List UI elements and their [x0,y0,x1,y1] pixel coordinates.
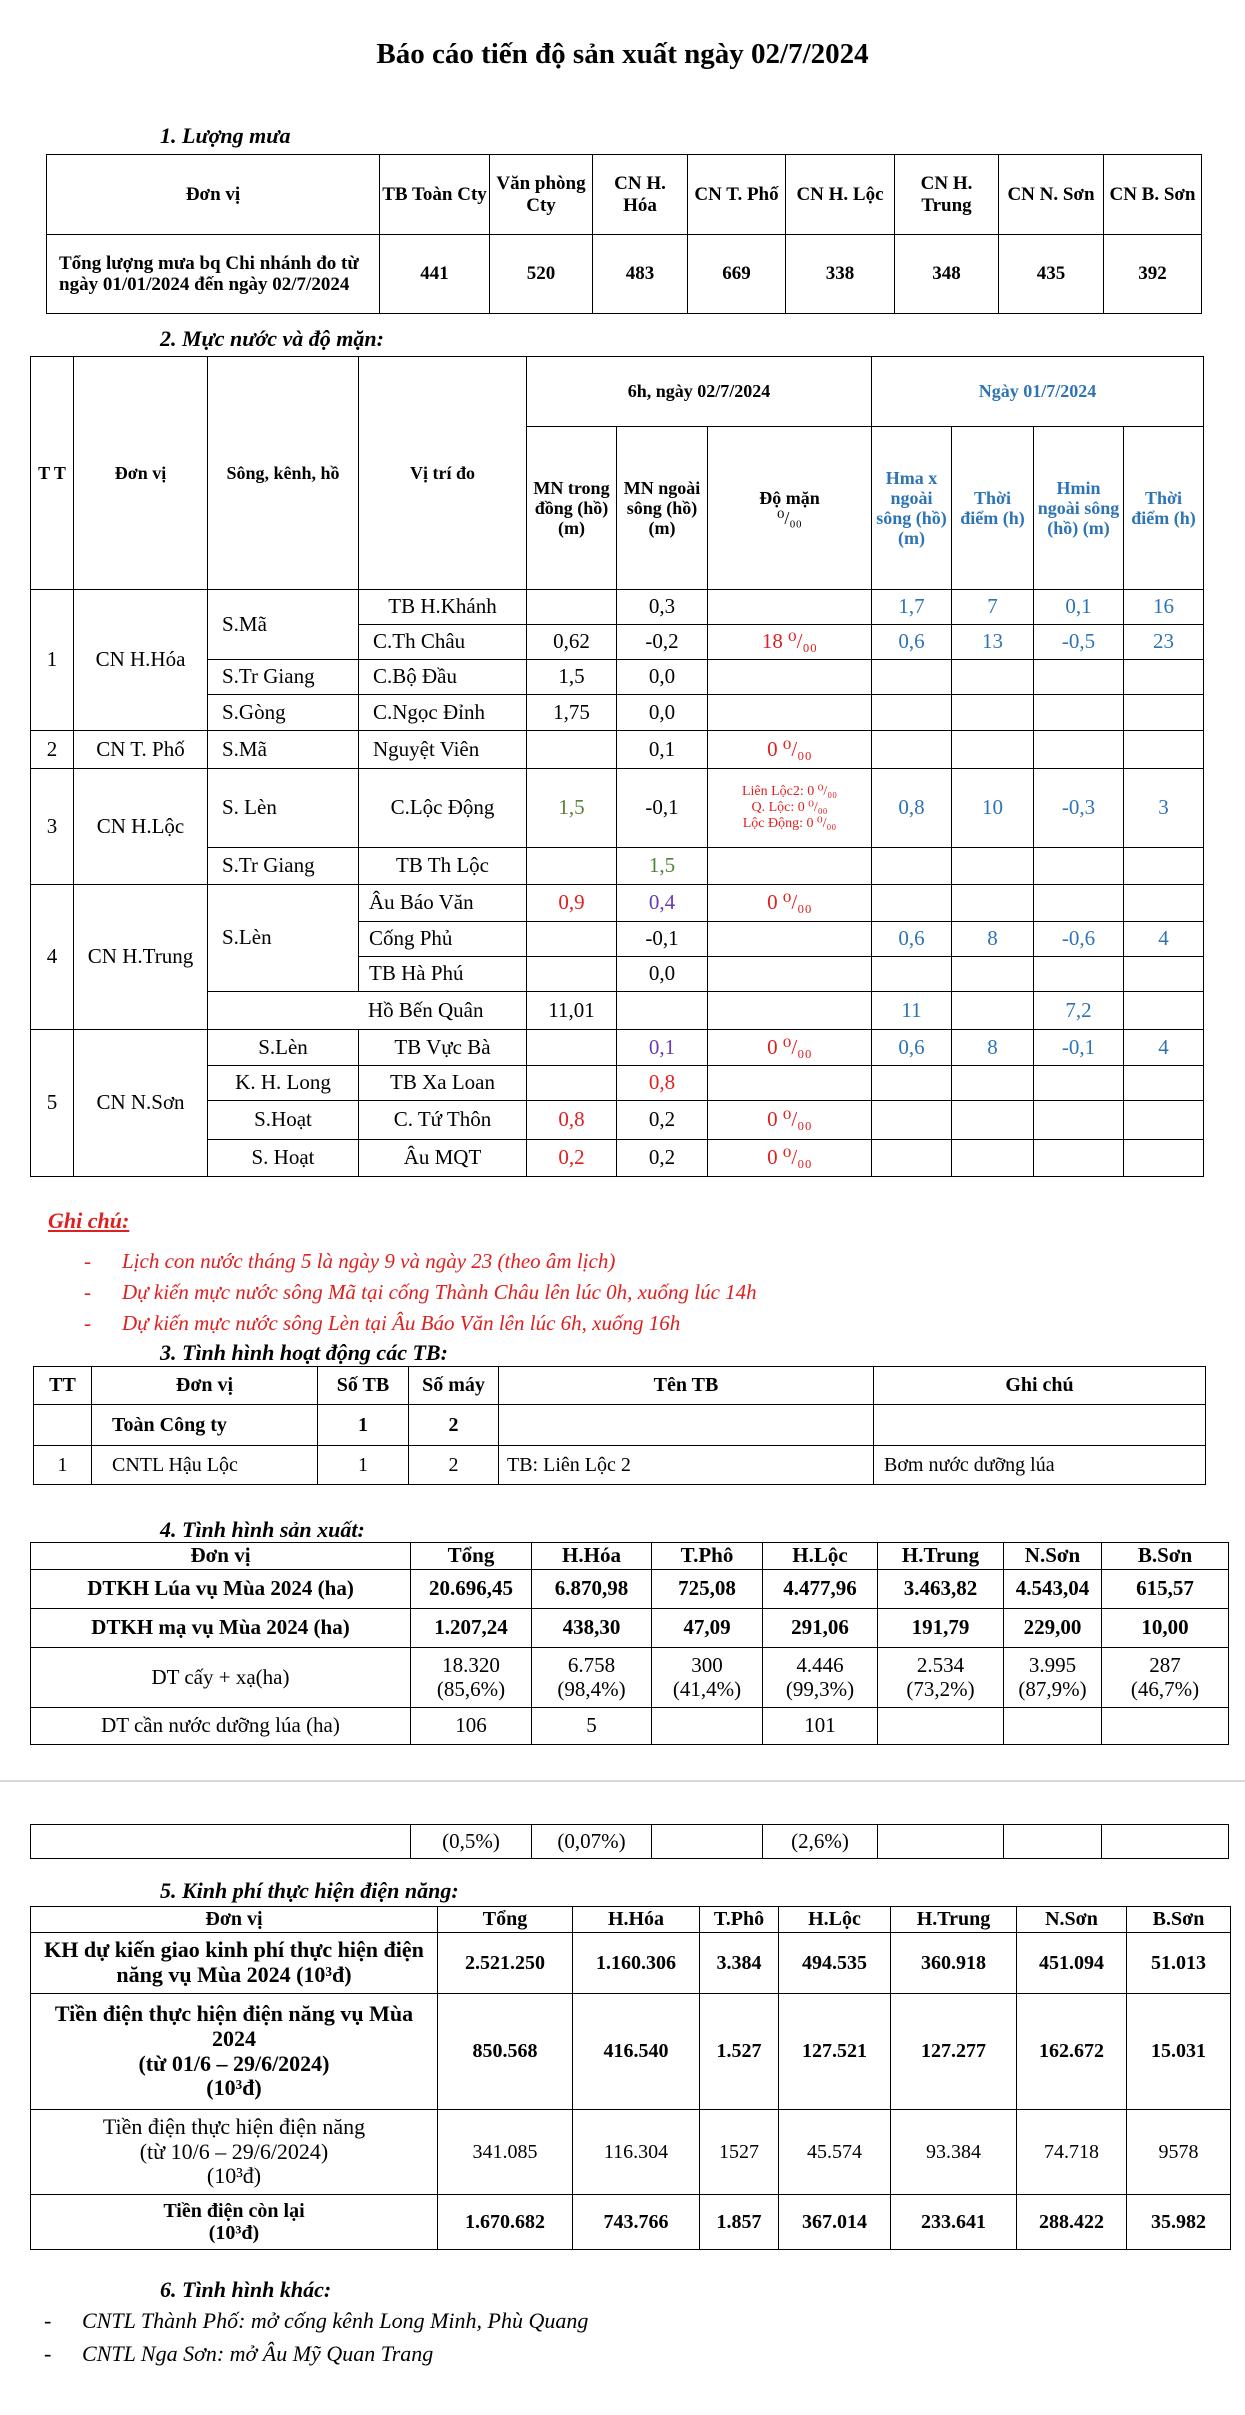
col-thoi-diem-2: Thời điểm (h) [1124,427,1204,590]
elec-cell: 51.013 [1127,1933,1231,1994]
table-row [31,1570,1229,1609]
elec-header: Tổng [438,1907,573,1933]
table-row [31,1933,1231,1994]
prod-percent: (41,4%) [672,1676,742,1701]
mn-trong-cell: 0,62 [527,625,617,660]
elec-cell: 288.422 [1017,2195,1127,2250]
do-man-line: Lộc Động: 0 ⁰/₀₀ [742,815,837,831]
table-row [31,1648,1229,1708]
elec-cell [31,2195,438,2250]
elec-header: H.Hóa [573,1907,700,1933]
prod-header: T.Phô [652,1543,763,1570]
tt-cell: 2 [31,731,74,769]
mn-ngoai-cell: 0,3 [617,590,708,625]
hmin-cell: 7,2 [1034,992,1124,1030]
mn-ngoai-cell: -0,2 [617,625,708,660]
vitri-cell: Hồ Bến Quân [208,992,527,1030]
rain-header: CN B. Sơn [1104,155,1202,235]
rainfall-value-row [47,235,1202,314]
prod-percent: (87,9%) [1018,1676,1087,1701]
pump-header: TT [34,1367,92,1405]
other-bullet: - [44,2308,52,2333]
do-man-line: Liên Lộc2: 0 ⁰/₀₀ [741,784,838,800]
electricity-table [30,1906,1231,2250]
elec-header: N.Sơn [1017,1907,1127,1933]
hmin-cell: -0,3 [1034,769,1124,848]
prod-cell: 1.207,24 [411,1609,532,1648]
hmin-cell: -0,6 [1034,922,1124,957]
elec-cell: 3.384 [700,1933,779,1994]
mn-ngoai-cell: 0,2 [617,1101,708,1140]
mn-trong-cell [527,590,617,625]
rain-value: 441 [380,235,490,314]
mn-ngoai-cell: 0,8 [617,1066,708,1101]
elec-label-line: Tiền điện còn lại [163,2199,305,2222]
prod-cell: 20.696,45 [411,1570,532,1609]
note-item: Dự kiến mực nước sông Mã tại cống Thành Châu lên lúc 0h, xuống lúc 14h [122,1280,757,1304]
elec-cell: 74.718 [1017,2110,1127,2195]
do-man-cell [708,590,872,625]
prod-cell [652,1708,763,1745]
col-song: Sông, kênh, hồ [208,357,359,590]
elec-label-line: (10³đ) [206,2163,262,2189]
elec-cell: 233.641 [891,2195,1017,2250]
hmin-cell: -0,5 [1034,625,1124,660]
pump-cell: CNTL Hậu Lộc [92,1446,318,1485]
other-item: CNTL Thành Phố: mở cống kênh Long Minh, Phù Quang [82,2308,589,2333]
thoi-diem-cell: 8 [952,1030,1034,1066]
prod-header: Đơn vị [31,1543,411,1570]
pump-header: Số TB [318,1367,409,1405]
table-row [34,1446,1206,1485]
prod-value: 4.446 [796,1652,844,1677]
do-man-cell: 0 ⁰/₀₀ [708,1101,872,1140]
thoi-diem-cell: 13 [952,625,1034,660]
prod-cell: 291,06 [763,1609,878,1648]
song-cell: S. Lèn [208,769,359,848]
tt-cell: 4 [31,885,74,1030]
prod-cell [411,1648,532,1708]
col-tt: T T [31,357,74,590]
tt-cell: 5 [31,1030,74,1177]
donvi-cell: CN H.Hóa [74,590,208,731]
col-mn-ngoai: MN ngoài sông (hồ) (m) [617,427,708,590]
page-title: Báo cáo tiến độ sản xuất ngày 02/7/2024 [376,38,869,70]
note-bullet: - [84,1249,91,1273]
donvi-cell: CN H.Lộc [74,769,208,885]
vitri-cell: TB Hà Phú [359,957,527,992]
rain-value: 392 [1104,235,1202,314]
hmax-cell: 0,6 [872,625,952,660]
rain-value: 338 [786,235,895,314]
prod-cell: 191,79 [878,1609,1004,1648]
hmin-cell: 0,1 [1034,590,1124,625]
water-level-table [30,356,1204,1177]
prod-value: 6.758 [567,1652,616,1677]
prod-header: Tổng [411,1543,532,1570]
note-item: Dự kiến mực nước sông Lèn tại Âu Báo Văn lên lúc 6h, xuống 16h [122,1311,681,1335]
elec-cell: 1.527 [700,1994,779,2110]
vitri-cell: TB H.Khánh [359,590,527,625]
mn-ngoai-cell: 0,4 [617,885,708,922]
elec-cell: 116.304 [573,2110,700,2195]
rain-row-label: Tổng lượng mưa bq Chi nhánh đo từ ngày 01/01/2024 đến ngày 02/7/2024 [47,235,380,314]
pump-cell: 2 [409,1446,499,1485]
prod-cell: 725,08 [652,1570,763,1609]
pump-cell: 1 [318,1405,409,1446]
rain-header: CN H. Lộc [786,155,895,235]
mn-trong-cell: 0,9 [527,885,617,922]
prod-cell [1004,1708,1102,1745]
song-cell: S.Lèn [208,885,359,992]
elec-cell: 743.766 [573,2195,700,2250]
thoi-diem-cell: 4 [1124,1030,1204,1066]
prod-cell [1102,1708,1229,1745]
production-table [30,1542,1229,1745]
vitri-cell: C.Ngọc Đỉnh [359,695,527,731]
mn-ngoai-cell: 0,0 [617,957,708,992]
vitri-cell: Âu Báo Văn [359,885,527,922]
pump-header: Đơn vị [92,1367,318,1405]
elec-header: H.Lộc [779,1907,891,1933]
col-hmax: Hma x ngoài sông (hồ) (m) [872,427,952,590]
rainfall-header-row [47,155,1202,235]
pump-cell: Bơm nước dưỡng lúa [874,1446,1206,1485]
table-row [34,1405,1206,1446]
prod-cell: DT cần nước dưỡng lúa (ha) [31,1708,411,1745]
elec-cell: 850.568 [438,1994,573,2110]
mn-trong-cell: 11,01 [527,992,617,1030]
vitri-cell: TB Vực Bà [359,1030,527,1066]
pump-cell: 1 [34,1446,92,1485]
group-header-0107: Ngày 01/7/2024 [872,357,1204,427]
prod-value: 3.995 [1028,1652,1077,1677]
elec-header: H.Trung [891,1907,1017,1933]
elec-cell: 93.384 [891,2110,1017,2195]
tt-cell: 3 [31,769,74,885]
table-row [31,2110,1231,2195]
do-man-cell: 0 ⁰/₀₀ [708,1140,872,1177]
elec-cell: 1.670.682 [438,2195,573,2250]
do-man-cell [708,769,872,848]
col-thoi-diem-1: Thời điểm (h) [952,427,1034,590]
rain-header: CN H. Hóa [593,155,688,235]
thoi-diem-cell: 4 [1124,922,1204,957]
thoi-diem-cell: 8 [952,922,1034,957]
song-cell: S.Tr Giang [208,660,359,695]
mn-ngoai-cell: -0,1 [617,922,708,957]
rain-value: 520 [490,235,593,314]
mn-ngoai-cell: -0,1 [617,769,708,848]
other-bullet: - [44,2341,52,2366]
prod-cell: (2,6%) [763,1825,878,1859]
song-cell: S. Hoạt [208,1140,359,1177]
pump-station-table [33,1366,1206,1485]
mn-ngoai-cell: 0,1 [617,1030,708,1066]
pump-cell [499,1405,874,1446]
col-do-man [708,427,872,590]
prod-cell: 4.477,96 [763,1570,878,1609]
col-donvi: Đơn vị [74,357,208,590]
vitri-cell: C.Lộc Động [359,769,527,848]
production-table-continuation [30,1824,1229,1859]
group-header-0207: 6h, ngày 02/7/2024 [527,357,872,427]
do-man-cell: 0 ⁰/₀₀ [708,731,872,769]
do-man-cell: 0 ⁰/₀₀ [708,885,872,922]
prod-value: 287 [1149,1652,1181,1677]
mn-ngoai-cell: 0,2 [617,1140,708,1177]
do-man-label: Độ mặn [759,487,820,508]
elec-cell: 1527 [700,2110,779,2195]
elec-label-line: Tiền điện thực hiện điện năng [102,2114,366,2140]
elec-cell: 341.085 [438,2110,573,2195]
prod-cell: 438,30 [532,1609,652,1648]
rain-header: Đơn vị [47,155,380,235]
note-bullet: - [84,1311,91,1335]
prod-cell: 615,57 [1102,1570,1229,1609]
prod-cell: (0,07%) [532,1825,652,1859]
pump-header: Số máy [409,1367,499,1405]
prod-cell: 47,09 [652,1609,763,1648]
thoi-diem-cell: 16 [1124,590,1204,625]
prod-percent: (85,6%) [436,1676,506,1701]
do-man-cell: 18 ⁰/₀₀ [708,625,872,660]
prod-cell [878,1708,1004,1745]
prod-cell: 5 [532,1708,652,1745]
prod-header: H.Trung [878,1543,1004,1570]
hmax-cell: 11 [872,992,952,1030]
vitri-cell: C. Tứ Thôn [359,1101,527,1140]
table-row [31,1609,1229,1648]
thoi-diem-cell: 23 [1124,625,1204,660]
elec-cell: 360.918 [891,1933,1017,1994]
rain-header: CN H. Trung [895,155,999,235]
prod-percent: (99,3%) [785,1676,855,1701]
section-1-heading: 1. Lượng mưa [160,123,291,148]
pump-header: Tên TB [499,1367,874,1405]
prod-cell: 106 [411,1708,532,1745]
elec-cell: 494.535 [779,1933,891,1994]
elec-label-line: Tiền điện thực hiện điện năng vụ Mùa 2024 [54,2001,414,2051]
vitri-cell: TB Th Lộc [359,848,527,885]
pump-cell: TB: Liên Lộc 2 [499,1446,874,1485]
elec-cell: 1.160.306 [573,1933,700,1994]
elec-cell: KH dự kiến giao kinh phí thực hiện điện năng vụ Mùa 2024 (10³đ) [31,1933,438,1994]
prod-cell: DTKH Lúa vụ Mùa 2024 (ha) [31,1570,411,1609]
prod-cell [652,1825,763,1859]
prod-cell [1004,1825,1102,1859]
hmin-cell: -0,1 [1034,1030,1124,1066]
song-cell: K. H. Long [208,1066,359,1101]
elec-cell: 451.094 [1017,1933,1127,1994]
section-6-heading: 6. Tình hình khác: [160,2277,332,2302]
hmax-cell: 1,7 [872,590,952,625]
mn-trong-cell: 0,2 [527,1140,617,1177]
vitri-cell: Cống Phủ [359,922,527,957]
elec-label-line: (10³đ) [206,2075,262,2101]
elec-cell: 367.014 [779,2195,891,2250]
mn-trong-cell: 1,5 [527,660,617,695]
table-row [31,1708,1229,1745]
elec-cell: 1.857 [700,2195,779,2250]
pump-header: Ghi chú [874,1367,1206,1405]
prod-cell: 3.463,82 [878,1570,1004,1609]
thoi-diem-cell: 10 [952,769,1034,848]
mn-ngoai-cell: 1,5 [617,848,708,885]
col-vitri: Vị trí đo [359,357,527,590]
elec-header: B.Sơn [1127,1907,1231,1933]
prod-cell [1102,1648,1229,1708]
hmax-cell: 0,6 [872,1030,952,1066]
mn-trong-cell: 1,5 [527,769,617,848]
hmax-cell: 0,8 [872,769,952,848]
vitri-cell: C.Bộ Đầu [359,660,527,695]
donvi-cell: CN N.Sơn [74,1030,208,1177]
prod-cell: 229,00 [1004,1609,1102,1648]
table-row [31,1825,1229,1859]
rain-value: 483 [593,235,688,314]
prod-header: H.Lộc [763,1543,878,1570]
prod-cell: (0,5%) [411,1825,532,1859]
prod-percent: (46,7%) [1130,1676,1200,1701]
mn-ngoai-cell: 0,1 [617,731,708,769]
elec-label-line: (10³đ) [208,2222,260,2244]
song-cell: S.Tr Giang [208,848,359,885]
prod-cell [1004,1648,1102,1708]
donvi-cell: CN T. Phố [74,731,208,769]
prod-cell: DT cấy + xạ(ha) [31,1648,411,1708]
elec-cell: 127.521 [779,1994,891,2110]
do-man-line: Q. Lộc: 0 ⁰/₀₀ [751,800,828,816]
section-2-heading: 2. Mực nước và độ mặn: [160,326,384,351]
elec-label-line: (từ 10/6 – 29/6/2024) [139,2138,329,2164]
tt-cell: 1 [31,590,74,731]
notes-title: Ghi chú: [48,1208,130,1233]
elec-cell: 45.574 [779,2110,891,2195]
prod-cell: 101 [763,1708,878,1745]
do-man-unit: ⁰/₀₀ [777,508,802,528]
prod-value: 18.320 [442,1652,500,1677]
section-4-heading: 4. Tình hình sản xuất: [160,1517,365,1542]
prod-cell: 10,00 [1102,1609,1229,1648]
prod-cell [31,1825,411,1859]
song-cell: S.Lèn [208,1030,359,1066]
elec-cell [31,1994,438,2110]
elec-cell: 9578 [1127,2110,1231,2195]
prod-cell: DTKH mạ vụ Mùa 2024 (ha) [31,1609,411,1648]
elec-header: Đơn vị [31,1907,438,1933]
rain-value: 669 [688,235,786,314]
hmax-cell: 0,6 [872,922,952,957]
mn-ngoai-cell: 0,0 [617,660,708,695]
thoi-diem-cell: 7 [952,590,1034,625]
prod-header: H.Hóa [532,1543,652,1570]
prod-header: B.Sơn [1102,1543,1229,1570]
prod-percent: (98,4%) [557,1676,626,1701]
song-cell: S.Hoạt [208,1101,359,1140]
prod-header: N.Sơn [1004,1543,1102,1570]
vitri-cell: TB Xa Loan [359,1066,527,1101]
vitri-cell: C.Th Châu [359,625,527,660]
elec-cell: 2.521.250 [438,1933,573,1994]
prod-cell [1102,1825,1229,1859]
thoi-diem-cell: 3 [1124,769,1204,848]
pump-cell: Toàn Công ty [92,1405,318,1446]
prod-cell [763,1648,878,1708]
mn-ngoai-cell: 0,0 [617,695,708,731]
table-row [31,2195,1231,2250]
page-break [0,1780,1245,1815]
section-5-heading: 5. Kinh phí thực hiện điện năng: [160,1878,459,1903]
vitri-cell: Âu MQT [359,1140,527,1177]
donvi-cell: CN H.Trung [74,885,208,1030]
mn-trong-cell: 1,75 [527,695,617,731]
prod-percent: (73,2%) [906,1676,975,1701]
song-cell: S.Gòng [208,695,359,731]
pump-cell [874,1405,1206,1446]
section-3-heading: 3. Tình hình hoạt động các TB: [160,1340,448,1365]
elec-cell: 162.672 [1017,1994,1127,2110]
col-mn-trong: MN trong đồng (hồ) (m) [527,427,617,590]
prod-cell [652,1648,763,1708]
elec-cell [31,2110,438,2195]
rain-value: 435 [999,235,1104,314]
elec-cell: 15.031 [1127,1994,1231,2110]
other-item: CNTL Nga Sơn: mở Âu Mỹ Quan Trang [82,2341,434,2366]
prod-cell [878,1648,1004,1708]
prod-value: 300 [691,1652,723,1677]
rainfall-table [46,154,1202,314]
prod-cell [532,1648,652,1708]
rain-value: 348 [895,235,999,314]
prod-cell: 4.543,04 [1004,1570,1102,1609]
elec-cell: 127.277 [891,1994,1017,2110]
pump-cell: 1 [318,1446,409,1485]
prod-value: 2.534 [916,1652,965,1677]
pump-cell: 2 [409,1405,499,1446]
rain-header: CN N. Sơn [999,155,1104,235]
prod-cell: 6.870,98 [532,1570,652,1609]
col-hmin: Hmin ngoài sông (hồ) (m) [1034,427,1124,590]
vitri-cell: Nguyệt Viên [359,731,527,769]
prod-cell [878,1825,1004,1859]
elec-cell: 416.540 [573,1994,700,2110]
rain-header: Văn phòng Cty [490,155,593,235]
mn-trong-cell: 0,8 [527,1101,617,1140]
song-cell: S.Mã [208,590,359,660]
rain-header: CN T. Phố [688,155,786,235]
elec-header: T.Phô [700,1907,779,1933]
elec-cell: 35.982 [1127,2195,1231,2250]
note-bullet: - [84,1280,91,1304]
rain-header: TB Toàn Cty [380,155,490,235]
pump-cell [34,1405,92,1446]
do-man-cell: 0 ⁰/₀₀ [708,1030,872,1066]
elec-label-line: (từ 01/6 – 29/6/2024) [138,2050,330,2076]
note-item: Lịch con nước tháng 5 là ngày 9 và ngày 23 (theo âm lịch) [122,1249,616,1273]
song-cell: S.Mã [208,731,359,769]
table-row [31,1994,1231,2110]
